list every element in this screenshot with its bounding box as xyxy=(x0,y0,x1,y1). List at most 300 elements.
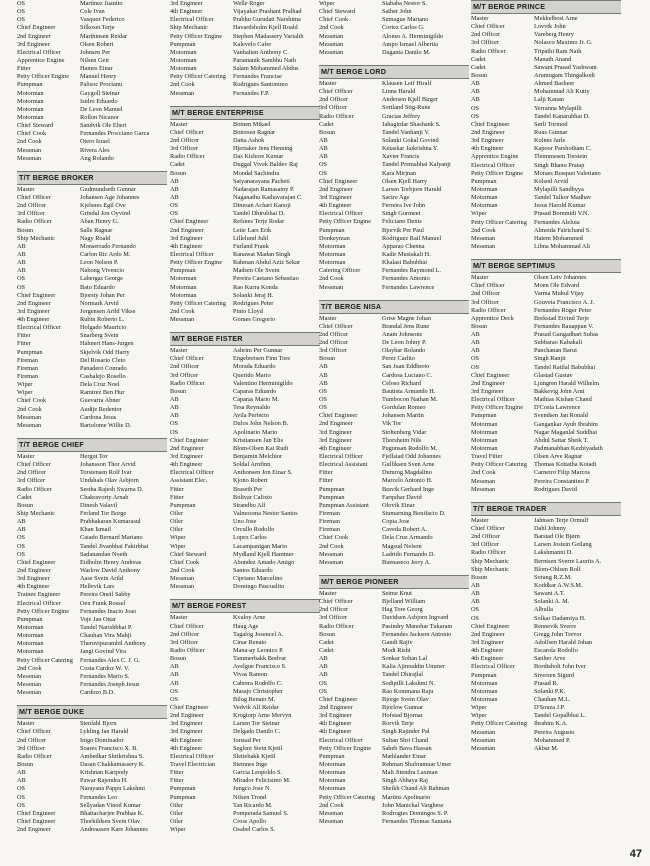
crew-rank: AB xyxy=(170,671,179,679)
crew-row xyxy=(17,486,167,494)
crew-name: Solanki Jeraj H. xyxy=(233,291,274,299)
crew-row xyxy=(17,681,167,689)
crew-rank: 4th Engineer xyxy=(471,647,504,655)
crew-name: Normark Arvid xyxy=(80,299,119,307)
crew-rank: 2nd Cook xyxy=(471,469,496,477)
crew-name: Mohammed P. xyxy=(534,736,571,744)
crew-row xyxy=(319,688,469,696)
crew-name: Fernandes Joseph Jesus xyxy=(80,680,140,688)
crew-name: Manath Anand xyxy=(534,55,572,63)
crew-row xyxy=(17,300,167,308)
crew-row xyxy=(170,161,320,169)
crew-rank: Motorman xyxy=(319,777,346,785)
crew-row xyxy=(17,810,167,818)
crew-rank: Petty Officer Catering xyxy=(471,461,527,469)
crew-name: Delgado Danilo C. xyxy=(233,728,281,736)
crew-rank: OS xyxy=(471,104,480,112)
crew-rank: Radio Officer xyxy=(319,112,354,120)
crew-name: Jesus Harold Kumar xyxy=(534,202,586,210)
crew-row xyxy=(471,364,621,372)
crew-rank: Motorman xyxy=(319,259,346,267)
crew-row xyxy=(319,429,469,437)
crew-name: Prabhu Gurudatt Narshima xyxy=(233,16,301,24)
crew-row xyxy=(170,137,320,145)
crew-name: Larsen Jostein Geilang xyxy=(534,541,592,549)
crew-row xyxy=(170,502,320,510)
crew-rank: Petty Officer Engine xyxy=(17,73,69,81)
crew-name: Botresen Ragnar xyxy=(233,128,276,136)
crew-rank: Chief Steward xyxy=(319,8,356,16)
crew-rank: AB xyxy=(170,679,179,687)
crew-name: Paramanik Sambhu Nath xyxy=(233,56,296,64)
crew-rank: AB xyxy=(170,663,179,671)
crew-rank: Master xyxy=(17,453,35,461)
crew-name: Casbalejo Rosello xyxy=(80,373,126,381)
crew-rank: Assistant Elec. xyxy=(170,477,208,485)
crew-name: Soldal Arnfinn xyxy=(233,461,271,469)
crew-name: Bolivar Calixto xyxy=(233,493,273,501)
crew-rank: Motorman xyxy=(170,291,197,299)
crew-name: Brandal Jens Rune xyxy=(382,322,430,330)
crew-rank: Pumpman xyxy=(170,40,196,48)
crew-row xyxy=(170,753,320,761)
crew-row xyxy=(170,526,320,534)
crew-rank: Petty Officer Engine xyxy=(319,744,371,752)
crew-rank: Oiler xyxy=(170,526,183,534)
crew-rank: Wiper xyxy=(17,389,33,397)
crew-rank: 2nd Cook xyxy=(319,542,344,550)
crew-name: Pereira Caetano Sebastiao xyxy=(233,275,299,283)
crew-row xyxy=(17,453,167,461)
crew-name: Xavier Francis xyxy=(382,153,420,161)
crew-rank: AB xyxy=(170,412,179,420)
crew-row xyxy=(319,777,469,785)
vessel-section xyxy=(319,575,469,826)
crew-rank: 2nd Engineer xyxy=(17,826,51,834)
crew-name: Panadero Conrado xyxy=(80,364,127,372)
crew-row xyxy=(319,96,469,104)
crew-row xyxy=(471,429,621,437)
vessel-heading: M/T BERGE FISTER xyxy=(170,332,320,346)
crew-rank: Messman xyxy=(170,575,195,583)
crew-rank: OS xyxy=(471,614,480,622)
crew-name: De Leon Johny P. xyxy=(382,339,427,347)
crew-name: Gouveia Francisco A. J. xyxy=(534,298,595,306)
crew-name: Avila Perfecto xyxy=(233,412,270,420)
crew-rank: Pumpman xyxy=(170,267,196,275)
crew-rank: 2nd Cook xyxy=(170,307,195,315)
crew-rank: 2nd Engineer xyxy=(17,299,51,307)
crew-rank: Chief Engineer xyxy=(471,371,510,379)
crew-name: Sodipilli Lakshmi N. xyxy=(382,679,436,687)
crew-row xyxy=(471,437,621,445)
crew-name: Nolasco Maximo Jr. G. xyxy=(534,39,593,47)
crew-name: Labergas George xyxy=(80,275,123,283)
crew-row xyxy=(471,23,621,31)
crew-name: De Leon Manuel xyxy=(80,105,123,113)
vessel-section xyxy=(170,599,320,834)
crew-row xyxy=(471,566,621,574)
crew-name: Cipriano Marcelino xyxy=(233,575,283,583)
crew-row xyxy=(319,259,469,267)
crew-rank: Wiper xyxy=(170,826,186,834)
crew-row xyxy=(17,365,167,373)
crew-name: Pereira Oneil Sabby xyxy=(80,591,131,599)
crew-rank: OS xyxy=(471,606,480,614)
crew-rank: 2nd Officer xyxy=(471,290,501,298)
crew-name: D'Souza J.P. xyxy=(534,704,566,712)
crew-rank: 3rd Officer xyxy=(319,347,348,355)
crew-row xyxy=(170,227,320,235)
crew-name: Sumague Mariano xyxy=(382,16,429,24)
crew-rank: Chief Officer xyxy=(170,622,204,630)
crew-row xyxy=(17,543,167,551)
crew-row xyxy=(319,769,469,777)
crew-rank: AB xyxy=(471,331,480,339)
crew-name: Domingo Pascualito xyxy=(233,583,285,591)
crew-name: Segleni Stein Kjetil xyxy=(233,744,283,752)
crew-name: Prasad R. xyxy=(534,679,559,687)
crew-rank: AB xyxy=(471,339,480,347)
crew-rank: Chief Cook xyxy=(319,534,349,542)
crew-rank: Motorman xyxy=(319,769,346,777)
crew-row xyxy=(17,33,167,41)
crew-name: Mydland Kjell Hammer xyxy=(233,550,294,558)
crew-row xyxy=(471,129,621,137)
crew-name: Satyanarayana Pacheti xyxy=(233,177,290,185)
crew-name: Pomperada Samuel S. xyxy=(233,809,289,817)
vessel-heading: M/T BERGE FOREST xyxy=(170,599,320,613)
crew-row xyxy=(471,688,621,696)
crew-name: Farquhar David xyxy=(382,493,422,501)
crew-name: Sortland Stig-Rune xyxy=(382,104,431,112)
crew-row xyxy=(17,130,167,138)
crew-rank: Pumpman xyxy=(319,752,345,760)
crew-rank: AB xyxy=(471,582,480,589)
crew-name: Undshals Olav Asbjorn xyxy=(80,477,139,485)
crew-name: Nabong Vivencio xyxy=(80,267,125,275)
crew-rank: Master xyxy=(17,185,35,193)
crew-row xyxy=(17,324,167,332)
crew-row xyxy=(17,640,167,648)
crew-row xyxy=(17,502,167,510)
crew-rank: Cadet xyxy=(17,493,32,501)
crew-rank: Radio Officer xyxy=(170,646,205,654)
crew-name: Nagar Maganlal Suddhai xyxy=(534,428,597,436)
crew-rank: 2nd Officer xyxy=(319,330,349,338)
crew-name: Tandel Jivanbhai Fakirbhai xyxy=(80,542,149,550)
crew-name: Pugunsan Rodolfo M. xyxy=(382,444,438,452)
crew-row xyxy=(471,274,621,282)
crew-row xyxy=(17,583,167,591)
crew-rank: 3rd Engineer xyxy=(170,728,203,736)
crew-name: Osabel Carlos S. xyxy=(233,826,276,834)
crew-name: Chakravorty Arnab xyxy=(80,493,129,501)
crew-name: Torstensen Rolf Ivar xyxy=(80,469,132,477)
crew-name: Svendsen Jan Ronald xyxy=(534,412,588,420)
crew-rank: Pumpman xyxy=(471,412,497,420)
crew-name: Aase Svein Arild xyxy=(80,575,124,583)
crew-rank: Messman xyxy=(319,40,344,48)
crew-name: Saheb Bava Hassan xyxy=(382,744,432,752)
crew-rank: Fireman xyxy=(17,373,38,381)
crew-row xyxy=(471,210,621,218)
crew-rank: Petty Officer Catering xyxy=(170,299,226,307)
crew-rank: Motorman xyxy=(319,242,346,250)
crew-row xyxy=(17,794,167,802)
crew-rank: Motorman xyxy=(17,89,44,97)
crew-rank: 2nd Engineer xyxy=(471,630,505,638)
crew-rank: AB xyxy=(319,379,328,387)
crew-name: Ladrido Fernando D. xyxy=(382,550,435,558)
crew-row xyxy=(17,737,167,745)
crew-name: Fernandes Aleluia xyxy=(534,218,580,226)
crew-row xyxy=(471,388,621,396)
crew-row xyxy=(319,355,469,363)
crew-name: Nagy Roald xyxy=(80,234,111,242)
crew-rank: Radio Officer xyxy=(170,379,205,387)
crew-row xyxy=(17,381,167,389)
crew-row xyxy=(170,210,320,218)
crew-row xyxy=(170,316,320,324)
crew-name: Arumugam Thingalkodi xyxy=(534,71,595,79)
crew-row xyxy=(170,655,320,663)
crew-name: Grindal Jon Oyvind xyxy=(80,210,131,218)
crew-name: Mekkelbost Arne xyxy=(534,15,578,22)
crew-name: Soares Francisco X. B. xyxy=(80,744,138,752)
crew-name: Glastad Gustav xyxy=(534,371,573,379)
crew-row xyxy=(170,8,320,16)
crew-rank: 3rd Officer xyxy=(170,638,199,646)
crew-row xyxy=(170,243,320,251)
crew-rank: 2nd Cook xyxy=(17,138,42,146)
crew-row xyxy=(471,380,621,388)
crew-name: Padmanabhan Kezhiyadath xyxy=(534,445,603,453)
crew-row xyxy=(471,170,621,178)
crew-rank: OS xyxy=(17,8,26,16)
crew-row xyxy=(170,308,320,316)
crew-row xyxy=(170,267,320,275)
crew-rank: Motorman xyxy=(471,428,498,436)
crew-name: Ampo Ismael Albertia xyxy=(382,40,438,48)
crew-rank: 3rd Engineer xyxy=(319,193,352,201)
crew-row xyxy=(319,347,469,355)
crew-row xyxy=(170,477,320,485)
crew-rank: OS xyxy=(17,793,26,801)
crew-row xyxy=(319,218,469,226)
vessel-section xyxy=(17,705,167,834)
crew-name: Botnen Mikael xyxy=(233,120,271,128)
crew-name: Magsud Nelson xyxy=(382,542,422,550)
crew-name: Jorstad Per xyxy=(233,736,261,744)
crew-rank: AB xyxy=(17,250,26,258)
crew-rank: Cadet xyxy=(471,63,486,71)
crew-rank: Fitter xyxy=(17,332,31,340)
crew-name: Bilog Renato M. xyxy=(233,695,276,703)
crew-row xyxy=(170,518,320,526)
crew-rank: Chief Engineer xyxy=(319,695,358,703)
crew-rank: 3rd Engineer xyxy=(319,436,352,444)
crew-name: Kjelsnes Egil Ove xyxy=(80,202,126,210)
crew-rank: Apprentice Deck xyxy=(471,314,514,322)
crew-row xyxy=(170,57,320,65)
crew-rank: 3rd Engineer xyxy=(471,137,504,145)
crew-rank: Motorman xyxy=(17,97,44,105)
crew-row xyxy=(319,113,469,121)
crew-row xyxy=(471,737,621,745)
crew-rank: 2nd Cook xyxy=(319,801,344,809)
crew-name: Brekstad Eivind Terje xyxy=(534,314,590,322)
crew-row xyxy=(170,769,320,777)
crew-row xyxy=(471,194,621,202)
crew-row xyxy=(471,396,621,404)
crew-row xyxy=(471,590,621,598)
crew-row xyxy=(17,673,167,681)
crew-name: Salle Ragnar xyxy=(80,226,113,234)
crew-rank: AB xyxy=(319,363,328,371)
crew-name: Hergot Tor xyxy=(80,453,108,461)
crew-name: Mæhlander Einar xyxy=(382,752,426,760)
crew-name: Albulla xyxy=(534,606,553,614)
crew-name: Tandel Vanhanji V. xyxy=(382,128,430,136)
crew-name: Skjelvik Odd Harry xyxy=(80,348,130,356)
crew-rank: Motorman xyxy=(170,275,197,283)
crew-row xyxy=(471,121,621,129)
crew-row xyxy=(17,785,167,793)
crew-row xyxy=(170,259,320,267)
crew-row xyxy=(170,510,320,518)
crew-rank: Fireman xyxy=(319,518,340,526)
crew-row xyxy=(319,696,469,704)
crew-rank: Fitter xyxy=(170,769,184,777)
crew-row xyxy=(471,39,621,47)
vessel-section xyxy=(319,65,469,292)
crew-rank: 2nd Officer xyxy=(319,96,349,104)
crew-name: Audije Redentor xyxy=(80,405,122,413)
crew-name: Sørli Tormod xyxy=(534,120,568,128)
crew-row xyxy=(170,663,320,671)
crew-rank: Messman xyxy=(471,477,496,485)
crew-row xyxy=(471,299,621,307)
crew-row xyxy=(319,284,469,292)
crew-row xyxy=(319,80,469,88)
crew-rank: Chief Engineer xyxy=(319,177,358,185)
crew-row xyxy=(170,235,320,243)
crew-name: Masajo Christopher xyxy=(233,687,283,695)
crew-row xyxy=(471,720,621,728)
crew-name: Garcia Leopoldo S. xyxy=(233,769,283,777)
crew-rank: 2nd Engineer xyxy=(471,379,505,387)
crew-rank: AB xyxy=(319,145,328,153)
crew-name: Singh Abhaya Raj xyxy=(382,777,428,785)
crew-name: Valentino Herminigildo xyxy=(233,379,293,387)
crew-row xyxy=(170,178,320,186)
crew-rank: 4th Engineer xyxy=(17,316,50,324)
crew-row xyxy=(471,558,621,566)
crew-rank: Master xyxy=(170,120,188,128)
crew-rank: Messman xyxy=(170,583,195,591)
crew-rank: Fitter xyxy=(170,777,184,785)
crew-name: Andersen Kjell Birger xyxy=(382,96,438,104)
crew-name: Jahagirdar Shashank S. xyxy=(382,120,441,128)
crew-name: Kadir Mustakali H. xyxy=(382,250,431,258)
crew-row xyxy=(319,363,469,371)
crew-name: Fernandes F.P. xyxy=(233,89,270,97)
crew-rank: AB xyxy=(17,769,26,777)
crew-rank: Wiper xyxy=(471,704,487,712)
crew-rank: OS xyxy=(319,679,328,687)
crew-row xyxy=(17,616,167,624)
crew-name: Rodrogies Domingos S. P. xyxy=(382,809,449,817)
crew-rank: Chief Officer xyxy=(471,23,505,31)
crew-rank: 2nd Officer xyxy=(170,363,200,371)
crew-rank: Fitter xyxy=(170,493,184,501)
crew-rank: OS xyxy=(17,542,26,550)
crew-name: Blom-Olsen Kai Rudi xyxy=(233,444,289,452)
crew-name: Mathias Kishan Chand xyxy=(534,396,592,404)
crew-row xyxy=(319,753,469,761)
crew-name: Sestha Rajesh Swarna D. xyxy=(80,485,144,493)
crew-rank: Bosun xyxy=(170,387,187,395)
crew-name: Inigo Dominador xyxy=(80,736,124,744)
crew-name: Mylapilli Sandhyya xyxy=(534,185,584,193)
crew-row xyxy=(17,98,167,106)
crew-rank: Master xyxy=(170,347,188,355)
crew-name: Costa Cardoz W. V. xyxy=(80,664,130,672)
crew-name: Rennevik Sverre xyxy=(534,622,577,630)
crew-row xyxy=(471,88,621,96)
crew-rank: Motorman xyxy=(170,283,197,291)
crew-name: Sellyadan Vinod Kumar xyxy=(80,801,141,809)
crew-rank: Wiper xyxy=(17,381,33,389)
crew-row xyxy=(319,339,469,347)
crew-name: Johansen Martin xyxy=(382,412,424,420)
crew-rank: Electrical Officer xyxy=(471,396,515,404)
crew-name: Dahl Johnny xyxy=(534,525,567,533)
crew-rank: Fireman xyxy=(319,510,340,518)
crew-name: Chauhan M.L. xyxy=(534,695,571,703)
crew-name: Narayana Pappu Lakshmi xyxy=(80,785,146,793)
crew-rank: Motorman xyxy=(319,760,346,768)
crew-row xyxy=(319,404,469,412)
crew-row xyxy=(471,64,621,72)
crew-name: Lalji Kanan xyxy=(534,96,564,104)
crew-rank: Radio Officer xyxy=(471,549,506,557)
crew-name: Bhattacharjee Prabhas K. xyxy=(80,809,144,817)
crew-row xyxy=(319,526,469,534)
crew-rank: Fitter xyxy=(319,469,333,477)
crew-rank: AB xyxy=(17,242,26,250)
crew-name: Furland Frank xyxy=(233,242,269,250)
crew-name: Snarberg Svein xyxy=(80,332,119,340)
crew-name: Engebretsen Finn Tore xyxy=(233,355,291,363)
crew-rank: Chief Cook xyxy=(17,397,47,405)
crew-name: Bato Eduardo xyxy=(80,283,115,291)
crew-row xyxy=(170,186,320,194)
crew-row xyxy=(319,235,469,243)
crew-row xyxy=(471,663,621,671)
crew-name: Pereira Constantino P. xyxy=(534,477,590,485)
crew-row xyxy=(170,704,320,712)
crew-row xyxy=(319,631,469,639)
crew-rank: 2nd Cook xyxy=(471,226,496,234)
crew-rank: Petty Officer Catering xyxy=(471,720,527,728)
crew-row xyxy=(17,608,167,616)
crew-name: Tumbocon Nathan M. xyxy=(382,396,438,404)
crew-rank: Wiper xyxy=(471,210,487,218)
crew-rank: OS xyxy=(319,387,328,395)
crew-row xyxy=(17,414,167,422)
